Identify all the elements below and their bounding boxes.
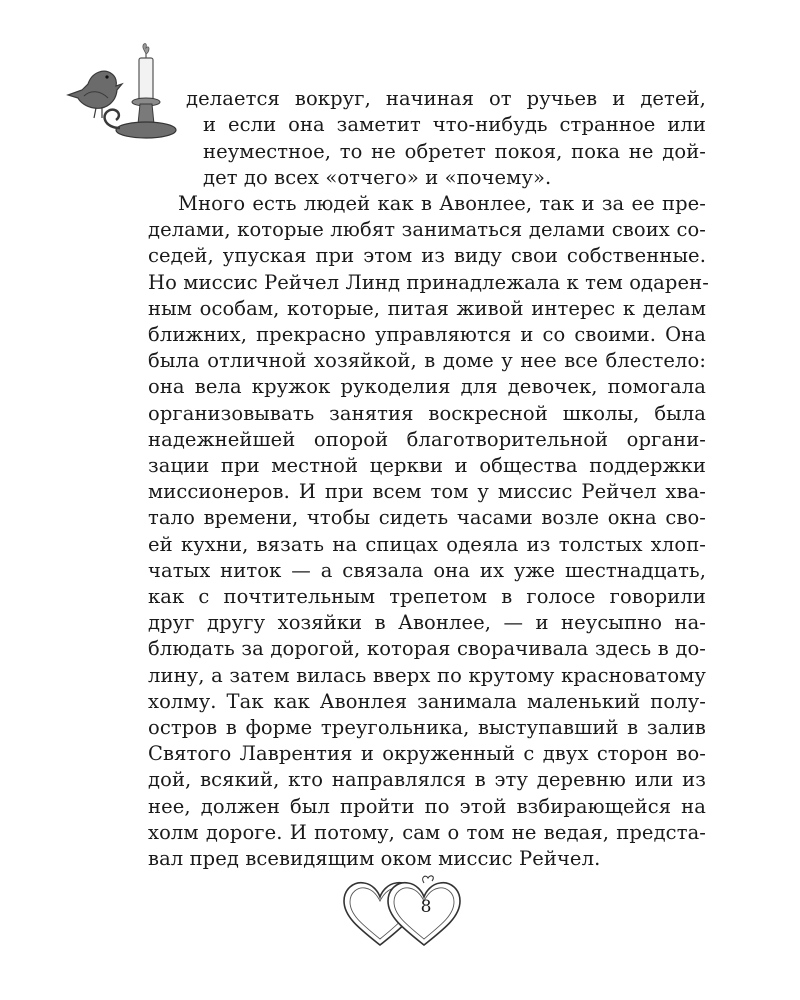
text-line: она вела кружок рукоделия для девочек, помогала bbox=[148, 375, 706, 398]
text-line: Святого Лаврентия и окруженный с двух сторон во- bbox=[148, 742, 706, 765]
text-line: нее, должен был пройти по этой взбирающейся на bbox=[148, 795, 706, 818]
text-line: седей, упуская при этом из виду свои собственные. bbox=[148, 244, 706, 267]
text-line: холму. Так как Авонлея занимала маленький полу- bbox=[148, 690, 706, 713]
text-line: ным особам, которые, питая живой интерес к делам bbox=[148, 297, 706, 320]
text-line: и если она заметит что-нибудь странное или bbox=[203, 113, 706, 136]
text-line: зации при местной церкви и общества поддержки bbox=[148, 454, 706, 477]
text-line: как с почтительным трепетом в голосе говорили bbox=[148, 585, 706, 608]
text-line: организовывать занятия воскресной школы, была bbox=[148, 402, 706, 425]
text-line: лину, а затем вилась вверх по крутому красноватому bbox=[148, 664, 706, 687]
text-line: миссионеров. И при всем том у миссис Рейчел хва- bbox=[148, 480, 706, 503]
text-line: делается вокруг, начиная от ручьев и детей, bbox=[186, 87, 706, 110]
text-line: дет до всех «отчего» и «почему». bbox=[203, 166, 552, 189]
text-line: Но миссис Рейчел Линд принадлежала к тем одарен- bbox=[148, 271, 709, 294]
text-line: друг другу хозяйки в Авонлее, — и неусыпно на- bbox=[148, 611, 706, 634]
text-line: вал пред всевидящим оком миссис Рейчел. bbox=[148, 847, 601, 870]
bird-candle-vignette bbox=[60, 40, 180, 150]
bird-icon bbox=[68, 71, 122, 118]
text-line: ей кухни, вязать на спицах одеяла из толстых хлоп- bbox=[148, 533, 706, 556]
text-line: остров в форме треугольника, выступавший в залив bbox=[148, 716, 706, 739]
text-line: холм дороге. И потому, сам о том не ведая, предста- bbox=[148, 821, 706, 844]
text-line: была отличной хозяйкой, в доме у нее все блестело: bbox=[148, 349, 706, 372]
text-line: дой, всякий, кто направлялся в эту деревню или из bbox=[148, 768, 706, 791]
text-line: тало времени, чтобы сидеть часами возле окна сво- bbox=[148, 506, 706, 529]
text-line: блюдать за дорогой, которая сворачивала здесь в до- bbox=[148, 637, 706, 660]
text-line: Много есть людей как в Авонлее, так и за ее пре- bbox=[178, 192, 706, 215]
text-line: надежнейшей опорой благотворительной органи- bbox=[148, 428, 706, 451]
page-number: 8 bbox=[420, 897, 432, 917]
text-line: делами, которые любят заниматься делами своих со- bbox=[148, 218, 706, 241]
text-line: ближних, прекрасно управляются и со своими. Она bbox=[148, 323, 706, 346]
text-line: чатых ниток — а связала она их уже шестнадцать, bbox=[148, 559, 706, 582]
text-line: неуместное, то не обретет покоя, пока не дой- bbox=[203, 140, 706, 163]
